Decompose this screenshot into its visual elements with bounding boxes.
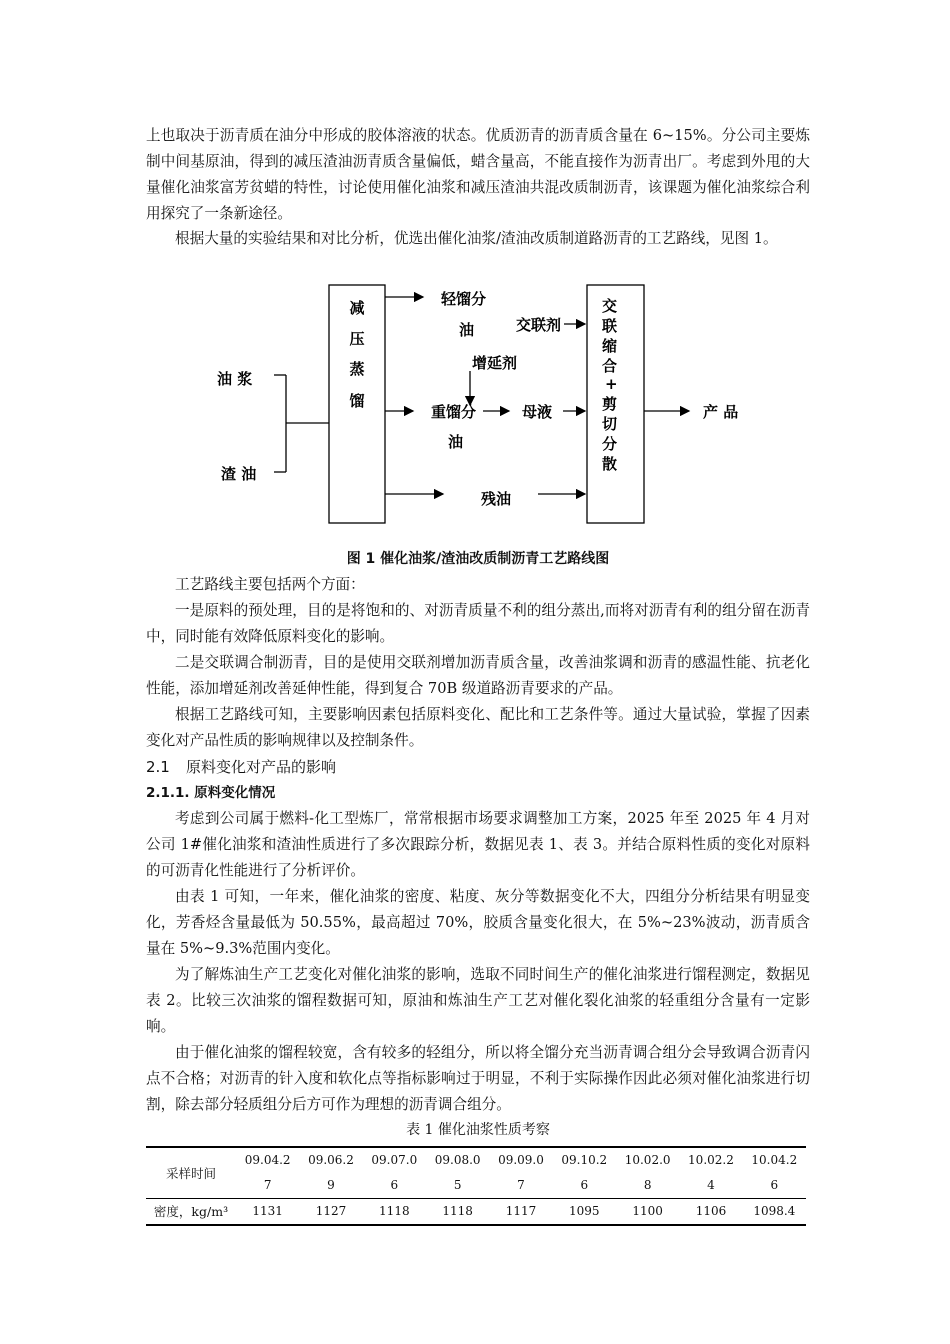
box2-char-9: 散 bbox=[602, 455, 618, 473]
date-cell: 10.04.2 bbox=[751, 1153, 798, 1167]
date-cell: 09.08.0 bbox=[434, 1153, 481, 1167]
box1-char-2: 压 bbox=[349, 330, 365, 348]
paragraph-pretreatment: 一是原料的预处理，目的是将饱和的、对沥青质量不利的组分蒸出,而将对沥青有利的组分留在沥青中，同时能有效降低原料变化的影响。 bbox=[146, 602, 810, 645]
crosslinker-label: 交联剂 bbox=[516, 316, 562, 334]
row-label-density: 密度，kg/m³ bbox=[153, 1204, 229, 1219]
density-cell: 1106 bbox=[695, 1204, 727, 1218]
paragraph-factors: 根据工艺路线可知，主要影响因素包括原料变化、配比和工艺条件等。通过大量试验，掌握了因素变化对产品性质的影响规律以及控制条件。 bbox=[146, 706, 810, 749]
date-cell: 6 bbox=[770, 1178, 779, 1192]
date-cell: 6 bbox=[580, 1178, 589, 1192]
box2-char-4: 合 bbox=[602, 357, 618, 375]
date-cell: 6 bbox=[390, 1178, 399, 1192]
product-label: 产 品 bbox=[703, 403, 739, 421]
box2-char-1: 交 bbox=[602, 297, 618, 315]
date-cell: 8 bbox=[643, 1178, 652, 1192]
table-row bbox=[146, 1199, 806, 1226]
subsection-heading-2-1-1: 2.1.1. 原料变化情况 bbox=[146, 785, 276, 801]
light-fraction-label-2: 油 bbox=[459, 321, 475, 339]
date-cell: 09.04.2 bbox=[244, 1153, 291, 1167]
paragraph-table1-analysis: 由表 1 可知，一年来，催化油浆的密度、粘度、灰分等数据变化不大，四组分分析结果有明显变化，芳香烃含量最低为 50.55%，最高超过 70%，胶质含量变化很大，在 5%~23%波动，沥青质含量在 5%~9.3%范围内变化。 bbox=[146, 888, 810, 957]
box2-char-2: 联 bbox=[602, 317, 618, 335]
density-cell: 1098.4 bbox=[753, 1204, 796, 1218]
date-cell: 7 bbox=[517, 1178, 525, 1192]
date-cell: 10.02.2 bbox=[688, 1153, 734, 1167]
date-cell: 09.10.2 bbox=[561, 1153, 608, 1167]
input-residue-label: 渣 油 bbox=[221, 465, 257, 483]
date-cell: 09.06.2 bbox=[308, 1153, 354, 1167]
slurry-properties-table bbox=[146, 1146, 806, 1226]
density-cell: 1117 bbox=[505, 1204, 537, 1218]
density-cell: 1131 bbox=[252, 1204, 283, 1218]
density-cell: 1095 bbox=[569, 1204, 600, 1218]
box2-char-7: 切 bbox=[602, 415, 618, 433]
box2-char-6: 剪 bbox=[602, 395, 618, 413]
paragraph-cutting: 由于催化油浆的馏程较宽，含有较多的轻组分，所以将全馏分充当沥青调合组分会导致调合沥青闪点不合格；对沥青的针入度和软化点等指标影响过于明显，不利于实际操作因此必须对催化油浆进行切割，除去部分轻质组分后方可作为理想的沥青调合组分。 bbox=[146, 1044, 810, 1113]
residue-oil-label: 残油 bbox=[481, 490, 512, 508]
paragraph-crosslink: 二是交联调合制沥青，目的是使用交联剂增加沥青质含量，改善油浆调和沥青的感温性能、抗老化性能，添加增延剂改善延伸性能，得到复合 70B 级道路沥青要求的产品。 bbox=[146, 654, 810, 697]
table-title: 表 1 催化油浆性质考察 bbox=[406, 1122, 550, 1138]
box2-char-5: + bbox=[605, 375, 618, 393]
box1-char-3: 蒸 bbox=[349, 360, 365, 378]
header-sampling-time: 采样时间 bbox=[165, 1166, 216, 1181]
intro-paragraph-2: 根据大量的实验结果和对比分析，优选出催化油浆/渣油改质制道路沥青的工艺路线，见图 1。 bbox=[175, 230, 778, 247]
body-text bbox=[146, 572, 810, 1226]
date-cell: 09.07.0 bbox=[371, 1153, 418, 1167]
density-cell: 1118 bbox=[379, 1204, 410, 1218]
intro-paragraph-1: 上也取决于沥青质在油分中形成的胶体溶液的状态。优质沥青的沥青质含量在 6~15%。分公司主要炼制中间基原油，得到的减压渣油沥青质含量偏低，蜡含量高，不能直接作为沥青出厂。考虑到外甩的大量催化油浆富芳贫蜡的特性，讨论使用催化油浆和减压渣油共混改质制沥青，该课题为催化油浆综合利用探究了一条新途径。 bbox=[146, 127, 810, 222]
density-cell: 1118 bbox=[442, 1204, 473, 1218]
box1-char-1: 减 bbox=[349, 299, 365, 317]
process-flow-diagram bbox=[146, 280, 810, 540]
mother-liquor-label: 母液 bbox=[522, 403, 553, 421]
date-cell: 9 bbox=[327, 1178, 335, 1192]
date-cell: 10.02.0 bbox=[624, 1153, 671, 1167]
light-fraction-label: 轻馏分 bbox=[441, 290, 487, 308]
box1-char-4: 馏 bbox=[349, 392, 365, 410]
heavy-fraction-label: 重馏分 bbox=[431, 403, 477, 421]
paragraph-tracking: 考虑到公司属于燃料-化工型炼厂，常常根据市场要求调整加工方案，2025 年至 2025 年 4 月对公司 1#催化油浆和渣油性质进行了多次跟踪分析，数据见表 1、表 3。并结合原料性质的变化对原料的可沥青化性能进行了分析评价。 bbox=[146, 810, 810, 879]
date-cell: 09.09.0 bbox=[498, 1153, 544, 1167]
density-cell: 1100 bbox=[632, 1204, 663, 1218]
date-cell: 5 bbox=[453, 1178, 462, 1192]
heavy-fraction-label-2: 油 bbox=[448, 433, 464, 451]
section-heading-2-1: 2.1 原料变化对产品的影响 bbox=[146, 758, 337, 776]
input-slurry-label: 油 浆 bbox=[217, 370, 253, 388]
extender-label: 增延剂 bbox=[472, 354, 518, 372]
date-cell: 4 bbox=[707, 1178, 715, 1192]
box2-char-3: 缩 bbox=[602, 337, 618, 355]
paragraph-distillation: 为了解炼油生产工艺变化对催化油浆的影响，选取不同时间生产的催化油浆进行馏程测定，数据见表 2。比较三次油浆的馏程数据可知，原油和炼油生产工艺对催化裂化油浆的轻重组分含量有一定影响。 bbox=[146, 966, 810, 1035]
density-cell: 1127 bbox=[315, 1204, 347, 1218]
date-cell: 7 bbox=[263, 1178, 272, 1192]
box2-char-8: 分 bbox=[602, 435, 618, 453]
paragraph-route-intro: 工艺路线主要包括两个方面： bbox=[175, 576, 365, 593]
figure-caption: 图 1 催化油浆/渣油改质制沥青工艺路线图 bbox=[346, 551, 610, 567]
